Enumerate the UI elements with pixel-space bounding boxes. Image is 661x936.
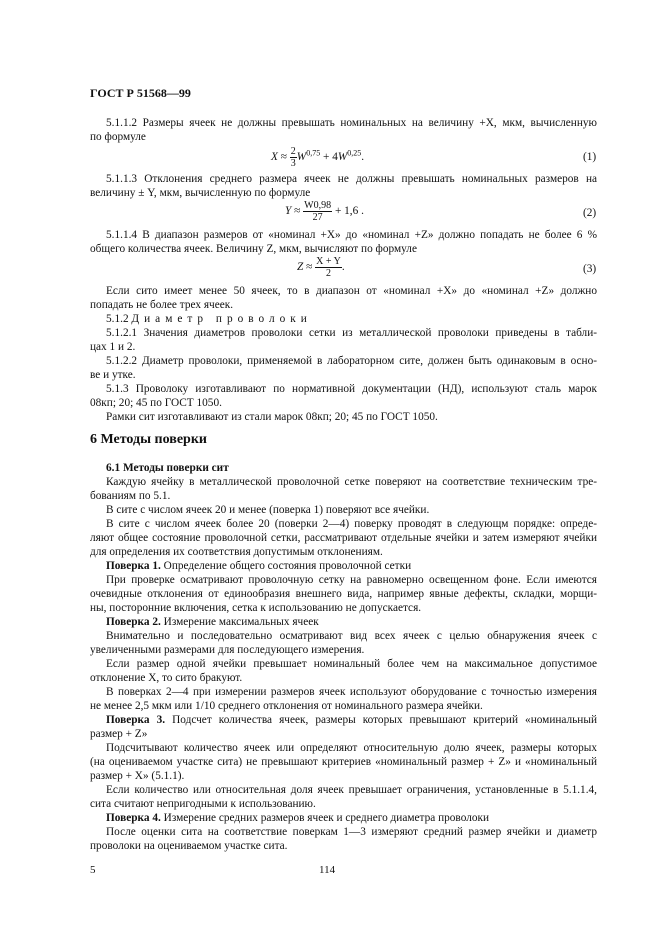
clause-5-1-1-2-text: по формуле: [90, 131, 146, 143]
clause-5-1-2-heading: 5.1.2 Диаметр проволоки: [106, 313, 312, 325]
clause-5-1-3-text: 08кп; 20; 45 по ГОСТ 1050.: [90, 397, 222, 409]
sieve-small-count-text: попадать не более трех ячеек.: [90, 299, 234, 311]
check-3-text: сита считают непригодными к использованию.: [90, 798, 316, 810]
sieve-small-count-text: Если сито имеет менее 50 ячеек, то в диапазон от «номинал +X» до «номинал +Z» должно: [106, 285, 597, 297]
equation-number-3: (3): [583, 263, 597, 275]
clause-5-1-1-3-text: величину ± Y, мкм, вычисленную по формуле: [90, 187, 311, 199]
clause-6-1-heading: 6.1 Методы поверки сит: [106, 462, 229, 474]
document-header: ГОСТ Р 51568—99: [90, 86, 191, 100]
clause-6-1-text: Каждую ячейку в металлической проволочной сетке поверяют на соответствие техническим тре-: [106, 476, 597, 488]
clause-5-1-1-4-text: общего количества ячеек. Величину Z, мкм, вычисляют по формуле: [90, 243, 417, 255]
clause-6-1-text: В сите с числом ячеек 20 и менее (поверка 1) поверяют все ячейки.: [106, 504, 430, 516]
frames-text: Рамки сит изготавливают из стали марок 08кп; 20; 45 по ГОСТ 1050.: [106, 411, 438, 423]
check-2-text: Внимательно и последовательно осматривают вид всех ячеек с целью обнаружения ячеек с: [106, 630, 597, 642]
equation-number-1: (1): [583, 151, 597, 163]
clause-5-1-2-1-text: 5.1.2.1 Значения диаметров проволоки сетки из металлической проволоки приведены в табли-: [106, 327, 597, 339]
check-1-text: ны, посторонние включения, сетка к использованию не допускается.: [90, 602, 422, 614]
clause-5-1-1-2-text: 5.1.1.2 Размеры ячеек не должны превышать номинальных на величину +X, мкм, вычисленную: [106, 117, 597, 129]
check-1-text: очевидные отклонения от единообразия внешнего вида, например явные дефекты, складки, морщи-: [90, 588, 597, 600]
formula-2: Y ≈ $\frac{W0,98}{27}$ + 1,6 .: [285, 200, 364, 223]
check-4-text: После оценки сита на соответствие поверкам 1—3 измеряют средний размер ячейки и диаметр: [106, 826, 597, 838]
page-number-center: 114: [319, 864, 336, 876]
check-3-heading: размер + Z»: [90, 728, 148, 740]
clause-6-1-text: бованиям по 5.1.: [90, 490, 171, 502]
clause-6-1-text: для определения их соответствия допустимым отклонениям.: [90, 546, 383, 558]
check-3-text: (на оцениваемом участке сита) не превышают критериев «номинальный размер + Z» и «номинальный: [90, 756, 597, 768]
formula-3: Z ≈ $\frac{X + Y}{2}$ .: [297, 256, 345, 279]
check-2-text: отклонение X, то сито бракуют.: [90, 672, 243, 684]
section-6-heading: 6 Методы поверки: [90, 432, 207, 447]
clause-5-1-1-3-text: 5.1.1.3 Отклонения среднего размера ячеек не должны превышать номинальных размеров на: [106, 173, 597, 185]
clause-6-1-text: В сите с числом ячеек более 20 (поверки 2—4) поверку проводят в следующм порядке: опреде-: [106, 518, 597, 530]
check-4-heading: Поверка 4. Измерение средних размеров ячеек и среднего диаметра проволоки: [106, 812, 490, 824]
check-2-heading: Поверка 2. Измерение максимальных ячеек: [106, 616, 319, 628]
check-1-heading: Поверка 1. Определение общего состояния проволочной сетки: [106, 560, 412, 572]
check-1-text: При проверке осматривают проволочную сетку на равномерно освещенном фоне. Если имеются: [106, 574, 597, 586]
check-3-text: Если количество или относительная доля ячеек превышает ограничения, установленные в 5.1.1.4,: [106, 784, 597, 796]
clause-5-1-2-2-text: 5.1.2.2 Диаметр проволоки, применяемой в лабораторном сите, должен быть одинаковым в осно-: [106, 355, 597, 367]
clause-6-1-text: ляют общее состояние проволочной сетки, рассматривают отдельные ячейки и затем измеряют ячейки: [90, 532, 597, 544]
check-3-text: Подсчитывают количество ячеек или определяют относительную долю ячеек, размеры которых: [106, 742, 597, 754]
check-2-text: В поверках 2—4 при измерении размеров ячеек используют оборудование с точностью измерения: [106, 686, 597, 698]
check-3-heading: Поверка 3. Подсчет количества ячеек, размеры которых превышают критерий «номинальный: [106, 714, 597, 726]
check-2-text: Если размер одной ячейки превышает номинальный более чем на максимальное допустимое: [106, 658, 597, 670]
check-3-text: размер + X» (5.1.1).: [90, 770, 185, 782]
clause-5-1-2-2-text: ве и утке.: [90, 369, 136, 381]
clause-5-1-3-text: 5.1.3 Проволоку изготавливают по нормативной документации (НД), используют сталь марок: [106, 383, 597, 395]
check-2-text: не менее 2,5 мкм или 1/10 среднего отклонения от номинального размера ячейки.: [90, 700, 483, 712]
check-2-text: увеличенными размерами для последующего измерения.: [90, 644, 365, 656]
clause-5-1-2-1-text: цах 1 и 2.: [90, 341, 136, 353]
check-4-text: проволоки на оцениваемом участке сита.: [90, 840, 288, 852]
clause-5-1-1-4-text: 5.1.1.4 В диапазон размеров от «номинал +X» до «номинал +Z» должно попадать не более 6 %: [106, 229, 597, 241]
page-number-left: 5: [90, 864, 96, 876]
formula-1: X ≈ $\frac{2}{3}$ $W^{0,75} + 4W^{0,25}$.: [271, 146, 365, 169]
equation-number-2: (2): [583, 207, 597, 219]
